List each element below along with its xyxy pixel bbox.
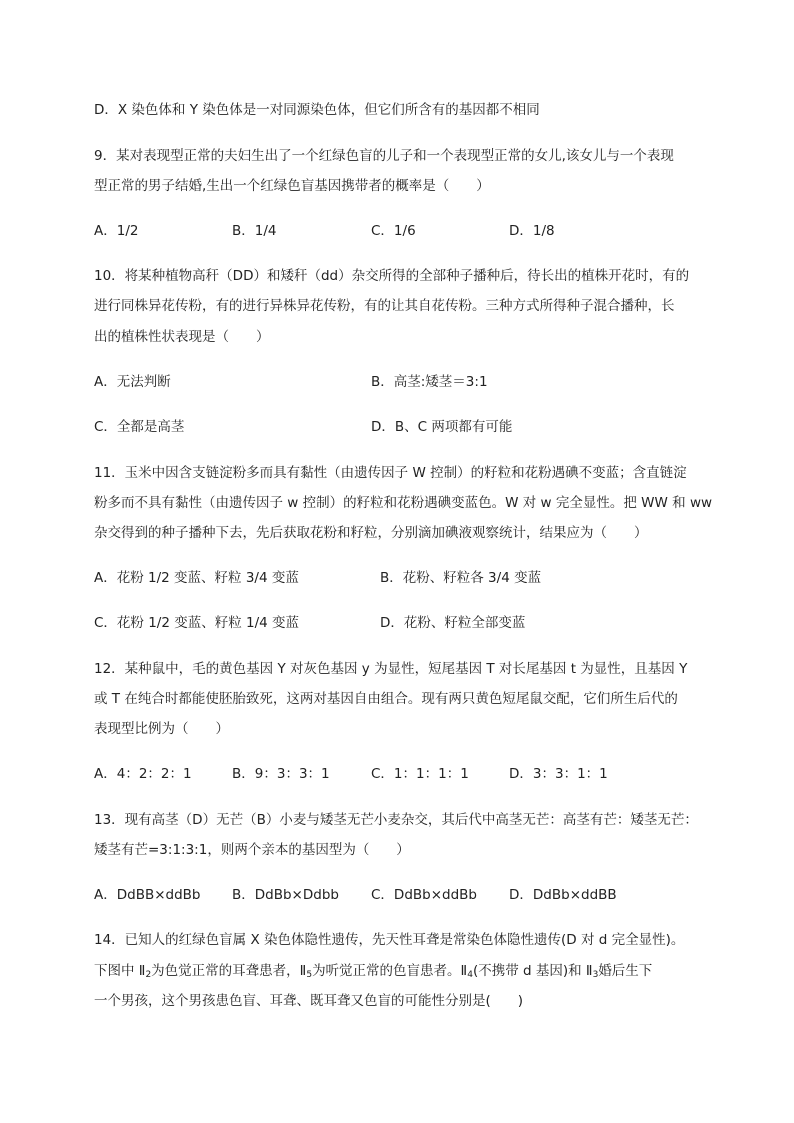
q13-stem-line-2: 矮茎有芒=3:1:3:1，则两个亲本的基因型为（ ） [94, 842, 410, 858]
q12-stem-line-3: 表现型比例为（ ） [94, 721, 229, 737]
q11-option-b: B．花粉、籽粒各 3/4 变蓝 [380, 570, 542, 586]
q12-stem-line-2: 或 T 在纯合时都能使胚胎致死，这两对基因自由组合。现有两只黄色短尾鼠交配，它们所生后代的 [94, 691, 678, 707]
q11-option-d: D．花粉、籽粒全部变蓝 [380, 615, 526, 631]
q14-text-segment: 为色觉正常的耳聋患者，Ⅱ [151, 963, 307, 979]
q13-option-a: A．DdBB×ddBb [94, 887, 201, 903]
q14-stem-line-2 [94, 961, 652, 985]
q9-option-b: B．1/4 [232, 223, 277, 239]
q10-option-b: B．高茎:矮茎＝3:1 [371, 374, 488, 390]
q14-subscript: 3 [592, 970, 599, 980]
q11-stem-line-1: 11．玉米中因含支链淀粉多而具有黏性（由遗传因子 W 控制）的籽粒和花粉遇碘不变蓝；含直链淀 [94, 465, 687, 481]
q14-text-segment: 下图中 Ⅱ [94, 963, 146, 979]
q14-text-segment: 为听觉正常的色盲患者。Ⅱ [312, 963, 468, 979]
q14-stem-line-3: 一个男孩，这个男孩患色盲、耳聋、既耳聋又色盲的可能性分别是( ) [94, 993, 524, 1009]
q14-subscript: 5 [306, 970, 313, 980]
q10-option-d: D．B、C 两项都有可能 [371, 419, 513, 435]
q14-subscript: 4 [467, 970, 473, 980]
q13-option-d: D．DdBb×ddBB [509, 887, 617, 903]
q12-stem-line-1: 12．某种鼠中，毛的黄色基因 Y 对灰色基因 y 为显性，短尾基因 T 对长尾基因 t 为显性，且基因 Y [94, 661, 688, 677]
q14-text-segment: (不携带 d 基因)和 Ⅱ [472, 963, 593, 979]
q9-option-d: D．1/8 [509, 223, 555, 239]
q9-option-a: A．1/2 [94, 223, 139, 239]
q10-stem-line-1: 10．将某种植物高秆（DD）和矮秆（dd）杂交所得的全部种子播种后，待长出的植株开花时，有的 [94, 268, 690, 284]
q9-stem-line-2: 型正常的男子结婚,生出一个红绿色盲基因携带者的概率是（ ） [94, 178, 490, 194]
q14-text-segment: 婚后生下 [598, 963, 653, 979]
q11-option-a: A．花粉 1/2 变蓝、籽粒 3/4 变蓝 [94, 570, 299, 586]
q12-option-d: D．3：3：1：1 [509, 766, 608, 782]
q11-option-c: C．花粉 1/2 变蓝、籽粒 1/4 变蓝 [94, 615, 300, 631]
q14-subscript: 2 [145, 970, 152, 980]
q11-stem-line-3: 杂交得到的种子播种下去，先后获取花粉和籽粒，分别滴加碘液观察统计，结果应为（ ） [94, 525, 648, 541]
q11-stem-line-2: 粉多而不具有黏性（由遗传因子 w 控制）的籽粒和花粉遇碘变蓝色。W 对 w 完全显性。把 WW 和 ww [94, 495, 713, 511]
q12-option-c: C．1：1：1：1 [371, 766, 469, 782]
q10-option-c: C．全都是高茎 [94, 419, 185, 435]
q10-option-a: A．无法判断 [94, 374, 171, 390]
q9-option-c: C．1/6 [371, 223, 416, 239]
q12-option-b: B．9：3：3：1 [232, 766, 330, 782]
q10-stem-line-2: 进行同株异花传粉，有的进行异株异花传粉，有的让其自花传粉。三种方式所得种子混合播种，长 [94, 298, 675, 314]
q9-stem-line-1: 9．某对表现型正常的夫妇生出了一个红绿色盲的儿子和一个表现型正常的女儿,该女儿与一个表现 [94, 148, 674, 164]
q13-option-c: C．DdBb×ddBb [371, 887, 478, 903]
q13-option-b: B．DdBb×Ddbb [232, 887, 339, 903]
q12-option-a: A．4：2：2：1 [94, 766, 192, 782]
q10-stem-line-3: 出的植株性状表现是（ ） [94, 329, 270, 345]
q13-stem-line-1: 13．现有高茎（D）无芒（B）小麦与矮茎无芒小麦杂交，其后代中高茎无芒：高茎有芒：矮茎无芒： [94, 812, 698, 828]
q14-stem-line-1: 14．已知人的红绿色盲属 X 染色体隐性遗传，先天性耳聋是常染色体隐性遗传(D 对 d 完全显性)。 [94, 932, 685, 948]
q8-option-d: D．X 染色体和 Y 染色体是一对同源染色体，但它们所含有的基因都不相同 [94, 102, 540, 118]
